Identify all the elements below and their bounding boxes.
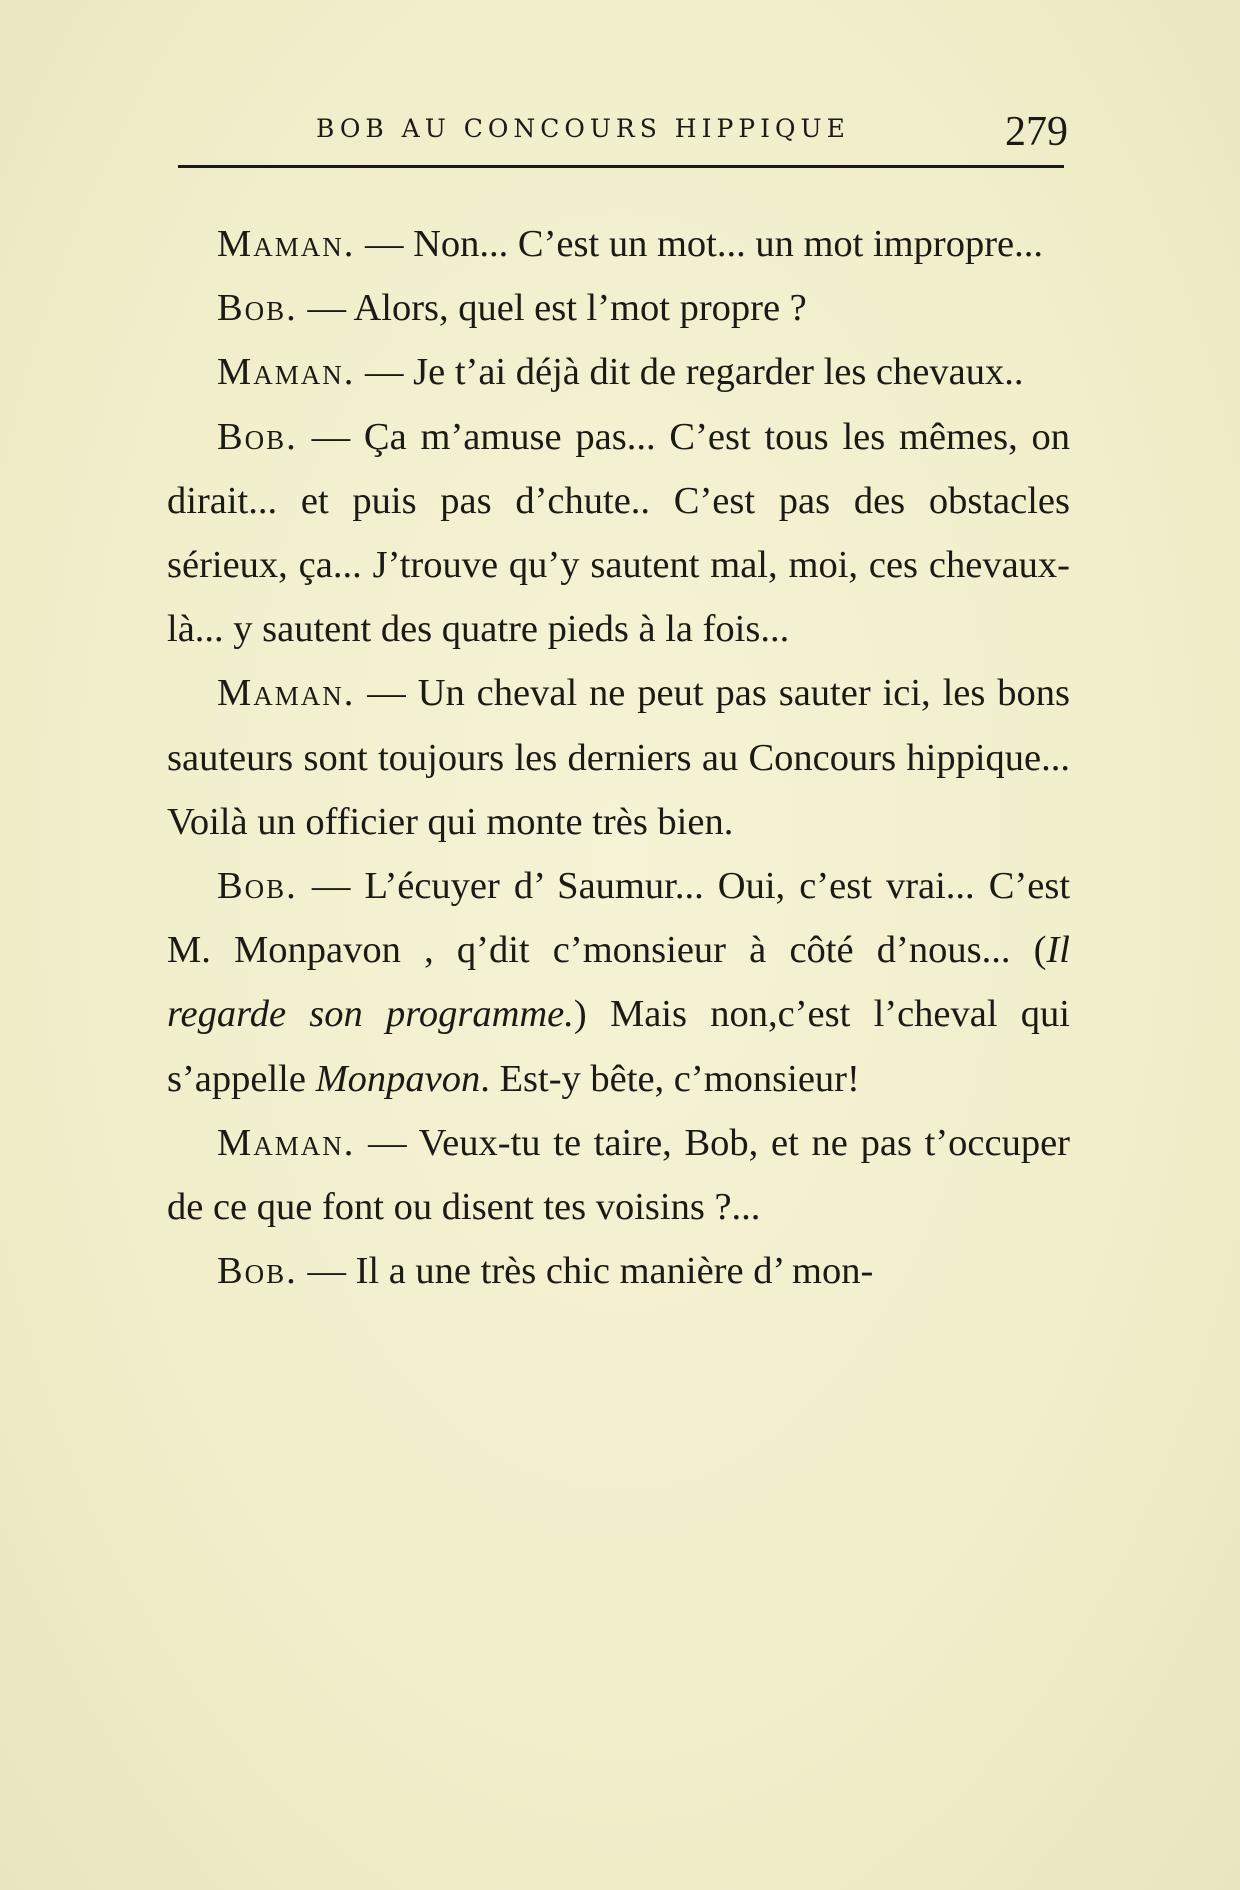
dialogue-text: — L’écuyer d’ Saumur... Oui, c’est vrai... C’est M. Monpavon , q’dit c’monsieur à côté d’nous... ( [167, 865, 1071, 972]
speaker-name: Maman. [217, 1121, 356, 1164]
dialogue-paragraph [167, 340, 1070, 404]
speaker-name: Bob. [217, 415, 298, 458]
dialogue-text: ) Mais non,c’est l’cheval qui s’appelle [167, 993, 1071, 1100]
horse-name: Monpavon [315, 1057, 481, 1100]
dialogue-text: — Je t’ai déjà dit de regarder les chevaux.. [365, 351, 1024, 394]
dialogue-text: — Veux-tu te taire, Bob, et ne pas t’occuper de ce que font ou disent tes voisins ?... [167, 1121, 1070, 1229]
running-head [178, 108, 1068, 155]
dialogue-paragraph [167, 661, 1070, 854]
dialogue-paragraph [167, 212, 1070, 276]
dialogue-paragraph [167, 854, 1070, 1111]
dialogue-text: — Ça m’amuse pas... C’est tous les mêmes, on dirait... et puis pas d’chute.. C’est pas des obstacles sérieux, ça... J’trouve qu’y sautent mal, moi, ces chevaux-là... y sautent des quatre pieds à la fois... [167, 415, 1071, 651]
dialogue-paragraph [167, 1239, 1070, 1303]
dialogue-text: — Alors, quel est l’mot propre ? [307, 287, 807, 330]
header-rule [178, 165, 1064, 168]
dialogue-paragraph [167, 276, 1070, 340]
speaker-name: Bob. [217, 865, 298, 908]
speaker-name: Bob. [217, 1250, 298, 1293]
dialogue-text: — Un cheval ne peut pas sauter ici, les bons sauteurs sont toujours les derniers au Concours hippique... Voilà un officier qui monte très bien. [167, 672, 1070, 843]
speaker-name: Maman. [217, 672, 356, 715]
dialogue-text: . Est-y bête, c’monsieur! [480, 1057, 860, 1100]
speaker-name: Maman. [217, 223, 356, 265]
speaker-name: Maman. [217, 351, 356, 394]
dialogue-paragraph [167, 405, 1070, 662]
speaker-name: Bob. [217, 287, 298, 330]
body-text [167, 212, 1070, 1303]
dialogue-paragraph [167, 1111, 1070, 1239]
dialogue-text: — Il a une très chic manière d’ mon- [307, 1250, 874, 1293]
dialogue-text: — Non... C’est un mot... un mot impropre... [365, 223, 1043, 265]
running-title: BOB AU CONCOURS HIPPIQUE [316, 114, 850, 143]
page-number: 279 [1005, 109, 1068, 155]
stage-direction: Il regarde son programme. [167, 929, 1070, 1036]
